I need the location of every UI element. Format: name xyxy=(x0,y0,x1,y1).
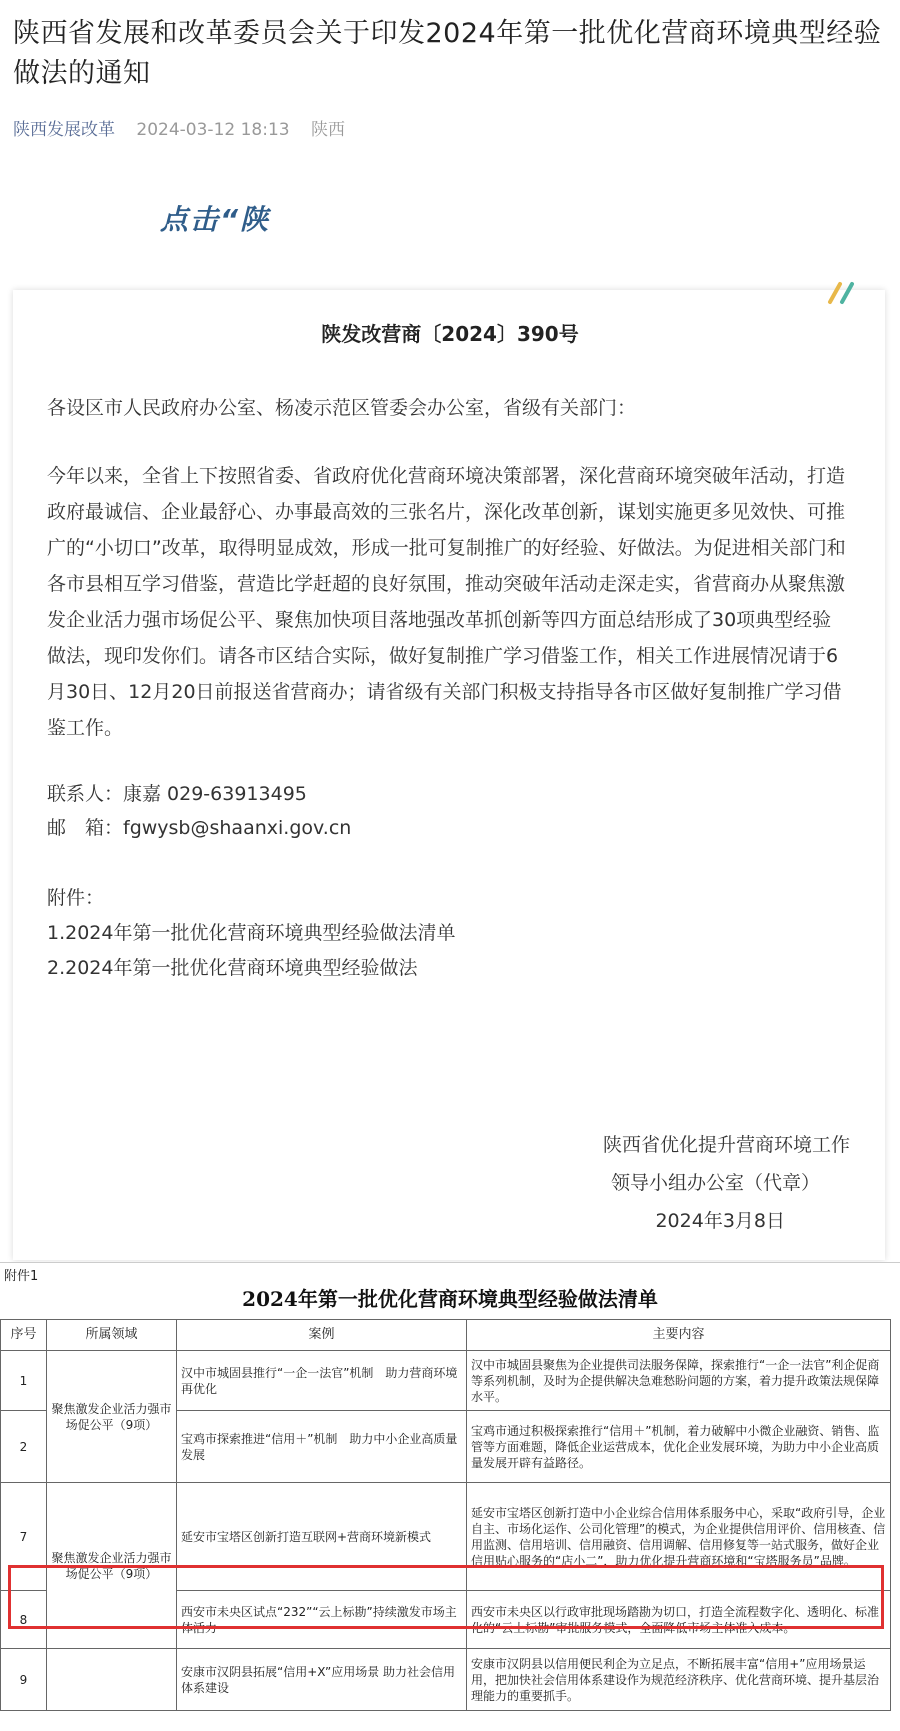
case-cell: 安康市汉阴县拓展“信用+X”应用场景 助力社会信用体系建设 xyxy=(177,1649,467,1711)
document-addressee: 各设区市人民政府办公室、杨凌示范区管委会办公室，省级有关部门： xyxy=(47,397,637,419)
contact-email: 邮 箱：fgwysb@shaanxi.gov.cn xyxy=(47,817,352,839)
domain-cell-empty xyxy=(47,1649,177,1711)
experience-table xyxy=(0,1319,891,1711)
row-number: 9 xyxy=(1,1649,47,1711)
content-cell: 安康市汉阴县以信用便民利企为立足点，不断拓展丰富“信用+”应用场景运用，把加快社会信用体系建设作为规范经济秩序、优化营商环境、提升基层治理能力的重要抓手。 xyxy=(467,1649,891,1711)
decorative-slash-icon xyxy=(822,278,862,306)
table-row xyxy=(1,1351,891,1411)
contact-person: 联系人：康嘉 029-63913495 xyxy=(47,783,307,805)
publish-region: 陕西 xyxy=(311,120,346,140)
document-card xyxy=(13,290,885,1260)
signature-date: 2024年3月8日 xyxy=(655,1210,785,1232)
content-cell: 西安市未央区以行政审批现场踏勘为切口，打造全流程数字化、透明化、标准化的“云上标勘”审批服务模式，全面降低市场主体准入成本。 xyxy=(467,1591,891,1649)
row-number: 2 xyxy=(1,1411,47,1483)
sheet-label: 附件1 xyxy=(4,1269,39,1284)
signature-line: 陕西省优化提升营商环境工作 xyxy=(602,1134,850,1156)
table-header: 序号 xyxy=(1,1320,47,1351)
domain-cell: 聚焦激发企业活力强市场促公平（9项） xyxy=(47,1483,177,1649)
highlight-box xyxy=(8,1565,884,1629)
table-header: 所属领域 xyxy=(47,1320,177,1351)
content-cell: 延安市宝塔区创新打造中小企业综合信用体系服务中心，采取“政府引导，企业自主、市场化运作、公司化管理”的模式，为企业提供信用评价、信用核查、信用监测、信用培训、信用融资、信用调解、信用修复等一站式服务，做好企业信用贴心服务的“店小二”，助力优化提升营商环境和“宝塔服务员”品牌。 xyxy=(467,1483,891,1591)
table-row xyxy=(1,1649,891,1711)
table-header: 主要内容 xyxy=(467,1320,891,1351)
case-cell: 延安市宝塔区创新打造互联网+营商环境新模式 xyxy=(177,1483,467,1591)
row-number: 1 xyxy=(1,1351,47,1411)
banner-text[interactable]: 点击“陕 xyxy=(160,203,271,236)
attachment-item: 2.2024年第一批优化营商环境典型经验做法 xyxy=(47,957,418,979)
attachments-heading: 附件： xyxy=(47,887,105,909)
content-cell: 汉中市城固县聚焦为企业提供司法服务保障，探索推行“一企一法官”利企促商等系列机制，及时为企提供解决急难愁盼问题的方案，着力提升政策法规保障水平。 xyxy=(467,1351,891,1411)
content-cell: 宝鸡市通过积极探索推行“信用＋”机制，着力破解中小微企业融资、销售、监管等方面难题，降低企业运营成本，优化企业发展环境，为助力中小企业高质量发展开辟有益路径。 xyxy=(467,1411,891,1483)
document-number: 陕发改营商〔2024〕390号 xyxy=(321,322,579,346)
case-cell: 汉中市城固县推行“一企一法官”机制 助力营商环境再优化 xyxy=(177,1351,467,1411)
table-header: 案例 xyxy=(177,1320,467,1351)
case-cell: 西安市未央区试点“232”“云上标勘”持续激发市场主体活力 xyxy=(177,1591,467,1649)
article-meta xyxy=(13,115,345,140)
document-body: 今年以来，全省上下按照省委、省政府优化营商环境决策部署，深化营商环境突破年活动，打造政府最诚信、企业最舒心、办事最高效的三张名片，深化改革创新，谋划实施更多见效快、可推广的“小切口”改革，取得明显成效，形成一批可复制推广的好经验、好做法。为促进相关部门和各市县相互学习借鉴，营造比学赶超的良好氛围，推动突破年活动走深走实，省营商办从聚焦激发企业活力强市场促公平、聚焦加快项目落地强改革抓创新等四方面总结形成了30项典型经验做法，现印发你们。请各市区结合实际，做好复制推广学习借鉴工作，相关工作进展情况请于6月30日、12月20日前报送省营商办；请省级有关部门积极支持指导各市区做好复制推广学习借鉴工作。 xyxy=(47,465,846,739)
row-number: 7 xyxy=(1,1483,47,1591)
article-title: 陕西省发展和改革委员会关于印发2024年第一批优化营商环境典型经验做法的通知 xyxy=(13,18,882,89)
signature-line: 领导小组办公室（代章） xyxy=(610,1172,820,1194)
domain-cell: 聚焦激发企业活力强市场促公平（9项） xyxy=(47,1351,177,1483)
attachment-item: 1.2024年第一批优化营商环境典型经验做法清单 xyxy=(47,922,456,944)
case-cell: 宝鸡市探索推进“信用＋”机制 助力中小企业高质量发展 xyxy=(177,1411,467,1483)
sheet-title: 2024年第一批优化营商环境典型经验做法清单 xyxy=(242,1287,658,1311)
source-account-link[interactable]: 陕西发展改革 xyxy=(13,120,115,140)
publish-datetime: 2024-03-12 18:13 xyxy=(136,120,290,140)
row-number: 8 xyxy=(1,1591,47,1649)
attachment-sheet-image xyxy=(0,1262,900,1731)
